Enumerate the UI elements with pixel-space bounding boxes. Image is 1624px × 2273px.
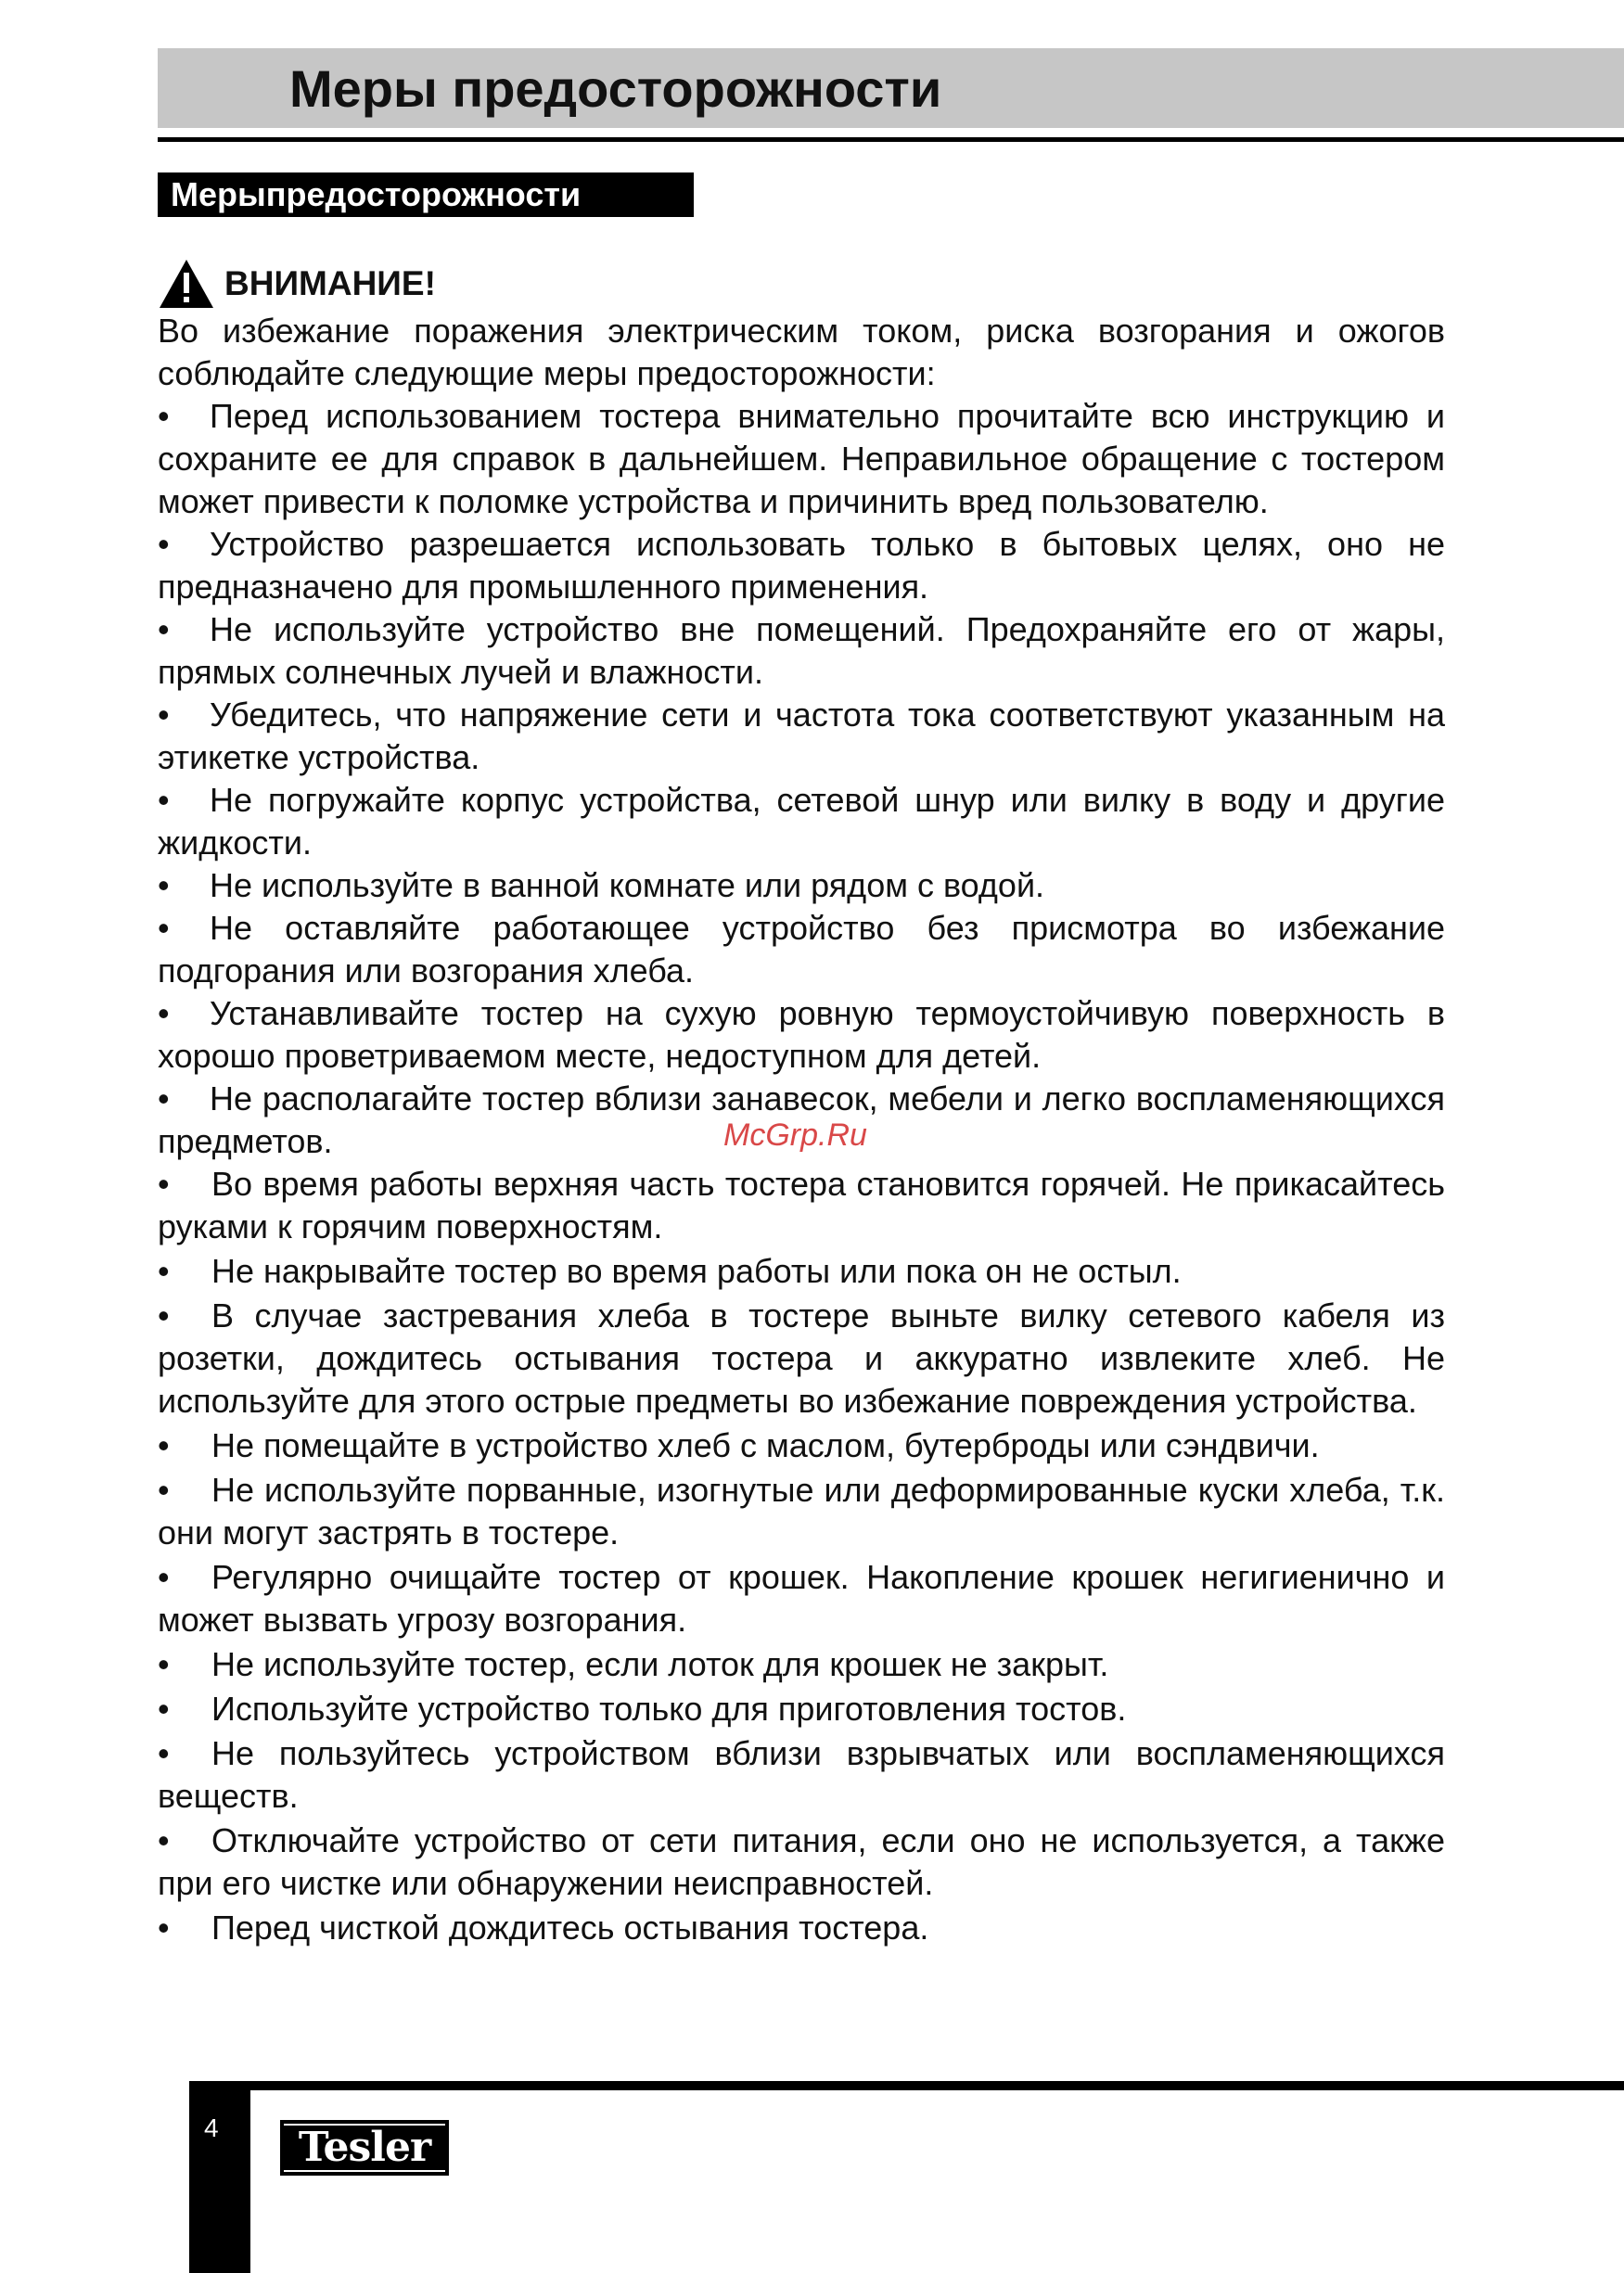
bullet-icon: • [158,525,170,563]
bullet-icon: • [158,1558,170,1596]
logo-frame [284,2124,445,2172]
list-item-text: Не используйте тостер, если лоток для крошек не закрыт. [211,1645,1109,1683]
list-item [158,1907,1445,1949]
bullet-icon: • [158,1821,170,1859]
footer-divider [189,2081,1624,2090]
list-item-text: Не используйте в ванной комнате или рядом с водой. [210,866,1045,904]
header-divider [158,137,1624,142]
list-item [158,1820,1445,1905]
page-title: Меры предосторожности [289,59,942,118]
list-item [158,608,1445,694]
precautions-list-1 [158,395,1445,1163]
intro-paragraph: Во избежание поражения электрическим током, риска возгорания и ожогов соблюдайте следующие меры предосторожности: [158,312,1445,392]
bullet-icon: • [158,610,170,648]
bullet-icon: • [158,1909,170,1947]
list-item-text: Не накрывайте тостер во время работы или пока он не остыл. [211,1252,1182,1290]
bullet-icon: • [158,1426,170,1464]
list-item-text: Не пользуйтесь устройством вблизи взрывчатых или воспламеняющихся веществ. [158,1734,1445,1815]
bullet-icon: • [158,1296,170,1334]
bullet-icon: • [158,1690,170,1728]
list-item-text: Перед чисткой дождитесь остывания тостера. [211,1909,929,1947]
bullet-icon: • [158,1645,170,1683]
bullet-icon: • [158,1471,170,1509]
list-item [158,1163,1445,1248]
brand-name: Tesler [298,2124,431,2171]
list-item-text: Не используйте порванные, изогнутые или деформированные куски хлеба, т.к. они могут застрять в тостере. [158,1471,1445,1552]
list-item [158,1424,1445,1467]
bullet-icon: • [158,1165,170,1203]
bullet-icon: • [158,909,170,947]
list-item [158,1688,1445,1730]
list-item-text: Устанавливайте тостер на сухую ровную термоустойчивую поверхность в хорошо проветриваемом месте, недоступном для детей. [158,994,1445,1075]
list-item [158,907,1445,992]
list-item [158,1556,1445,1641]
list-item-text: Перед использованием тостера внимательно прочитайте всю инструкцию и сохраните ее для справок в дальнейшем. Неправильное обращение с тостером может привести к поломке устройства и причинить вред пользователю. [158,397,1445,520]
bullet-icon: • [158,781,170,819]
list-item [158,779,1445,864]
list-item [158,1643,1445,1686]
warning-triangle-icon [158,258,215,310]
bullet-icon: • [158,1252,170,1290]
precautions-list-2 [158,1163,1445,1949]
list-item-text: Не оставляйте работающее устройство без присмотра во избежание подгорания или возгорания хлеба. [158,909,1445,990]
bullet-icon: • [158,397,170,435]
page-number: 4 [204,2113,219,2142]
list-item-text: Не располагайте тостер вблизи занавесок, мебели и легко воспламеняющихся предметов. [158,1079,1445,1160]
section-label: Мерыпредосторожности [158,172,694,217]
bullet-icon: • [158,994,170,1032]
warning-text: ВНИМАНИЕ! [224,264,436,302]
bullet-icon: • [158,866,170,904]
list-item-text: Не помещайте в устройство хлеб с маслом, бутерброды или сэндвичи. [211,1426,1320,1464]
list-item [158,694,1445,779]
list-item [158,1295,1445,1423]
list-item-text: Убедитесь, что напряжение сети и частота тока соответствуют указанным на этикетке устройства. [158,696,1445,776]
footer-bar [189,2081,250,2273]
list-item [158,864,1445,907]
watermark: McGrp.Ru [723,1117,867,1153]
list-item-text: Не используйте устройство вне помещений. Предохраняйте его от жары, прямых солнечных лучей и влажности. [158,610,1445,691]
bullet-icon: • [158,1734,170,1772]
list-item [158,1250,1445,1293]
list-item-text: Не погружайте корпус устройства, сетевой шнур или вилку в воду и другие жидкости. [158,781,1445,862]
bullet-icon: • [158,1079,170,1117]
list-item [158,523,1445,608]
brand-logo [280,2120,449,2176]
list-item-text: В случае застревания хлеба в тостере выньте вилку сетевого кабеля из розетки, дождитесь остывания тостера и аккуратно извлеките хлеб. Не используйте для этого острые предметы во избежание повреждения устройства. [158,1296,1445,1420]
list-item-text: Во время работы верхняя часть тостера становится горячей. Не прикасайтесь руками к горячим поверхностям. [158,1165,1445,1245]
bullet-icon: • [158,696,170,734]
list-item-text: Регулярно очищайте тостер от крошек. Накопление крошек негигиенично и может вызвать угрозу возгорания. [158,1558,1445,1639]
list-item-text: Отключайте устройство от сети питания, если оно не используется, а также при его чистке или обнаружении неисправностей. [158,1821,1445,1902]
warning-heading [158,256,436,312]
list-item-text: Используйте устройство только для приготовления тостов. [211,1690,1127,1728]
list-item-text: Устройство разрешается использовать только в бытовых целях, оно не предназначено для промышленного применения. [158,525,1445,606]
list-item [158,1469,1445,1554]
list-item [158,395,1445,523]
list-item [158,992,1445,1078]
list-item [158,1732,1445,1818]
